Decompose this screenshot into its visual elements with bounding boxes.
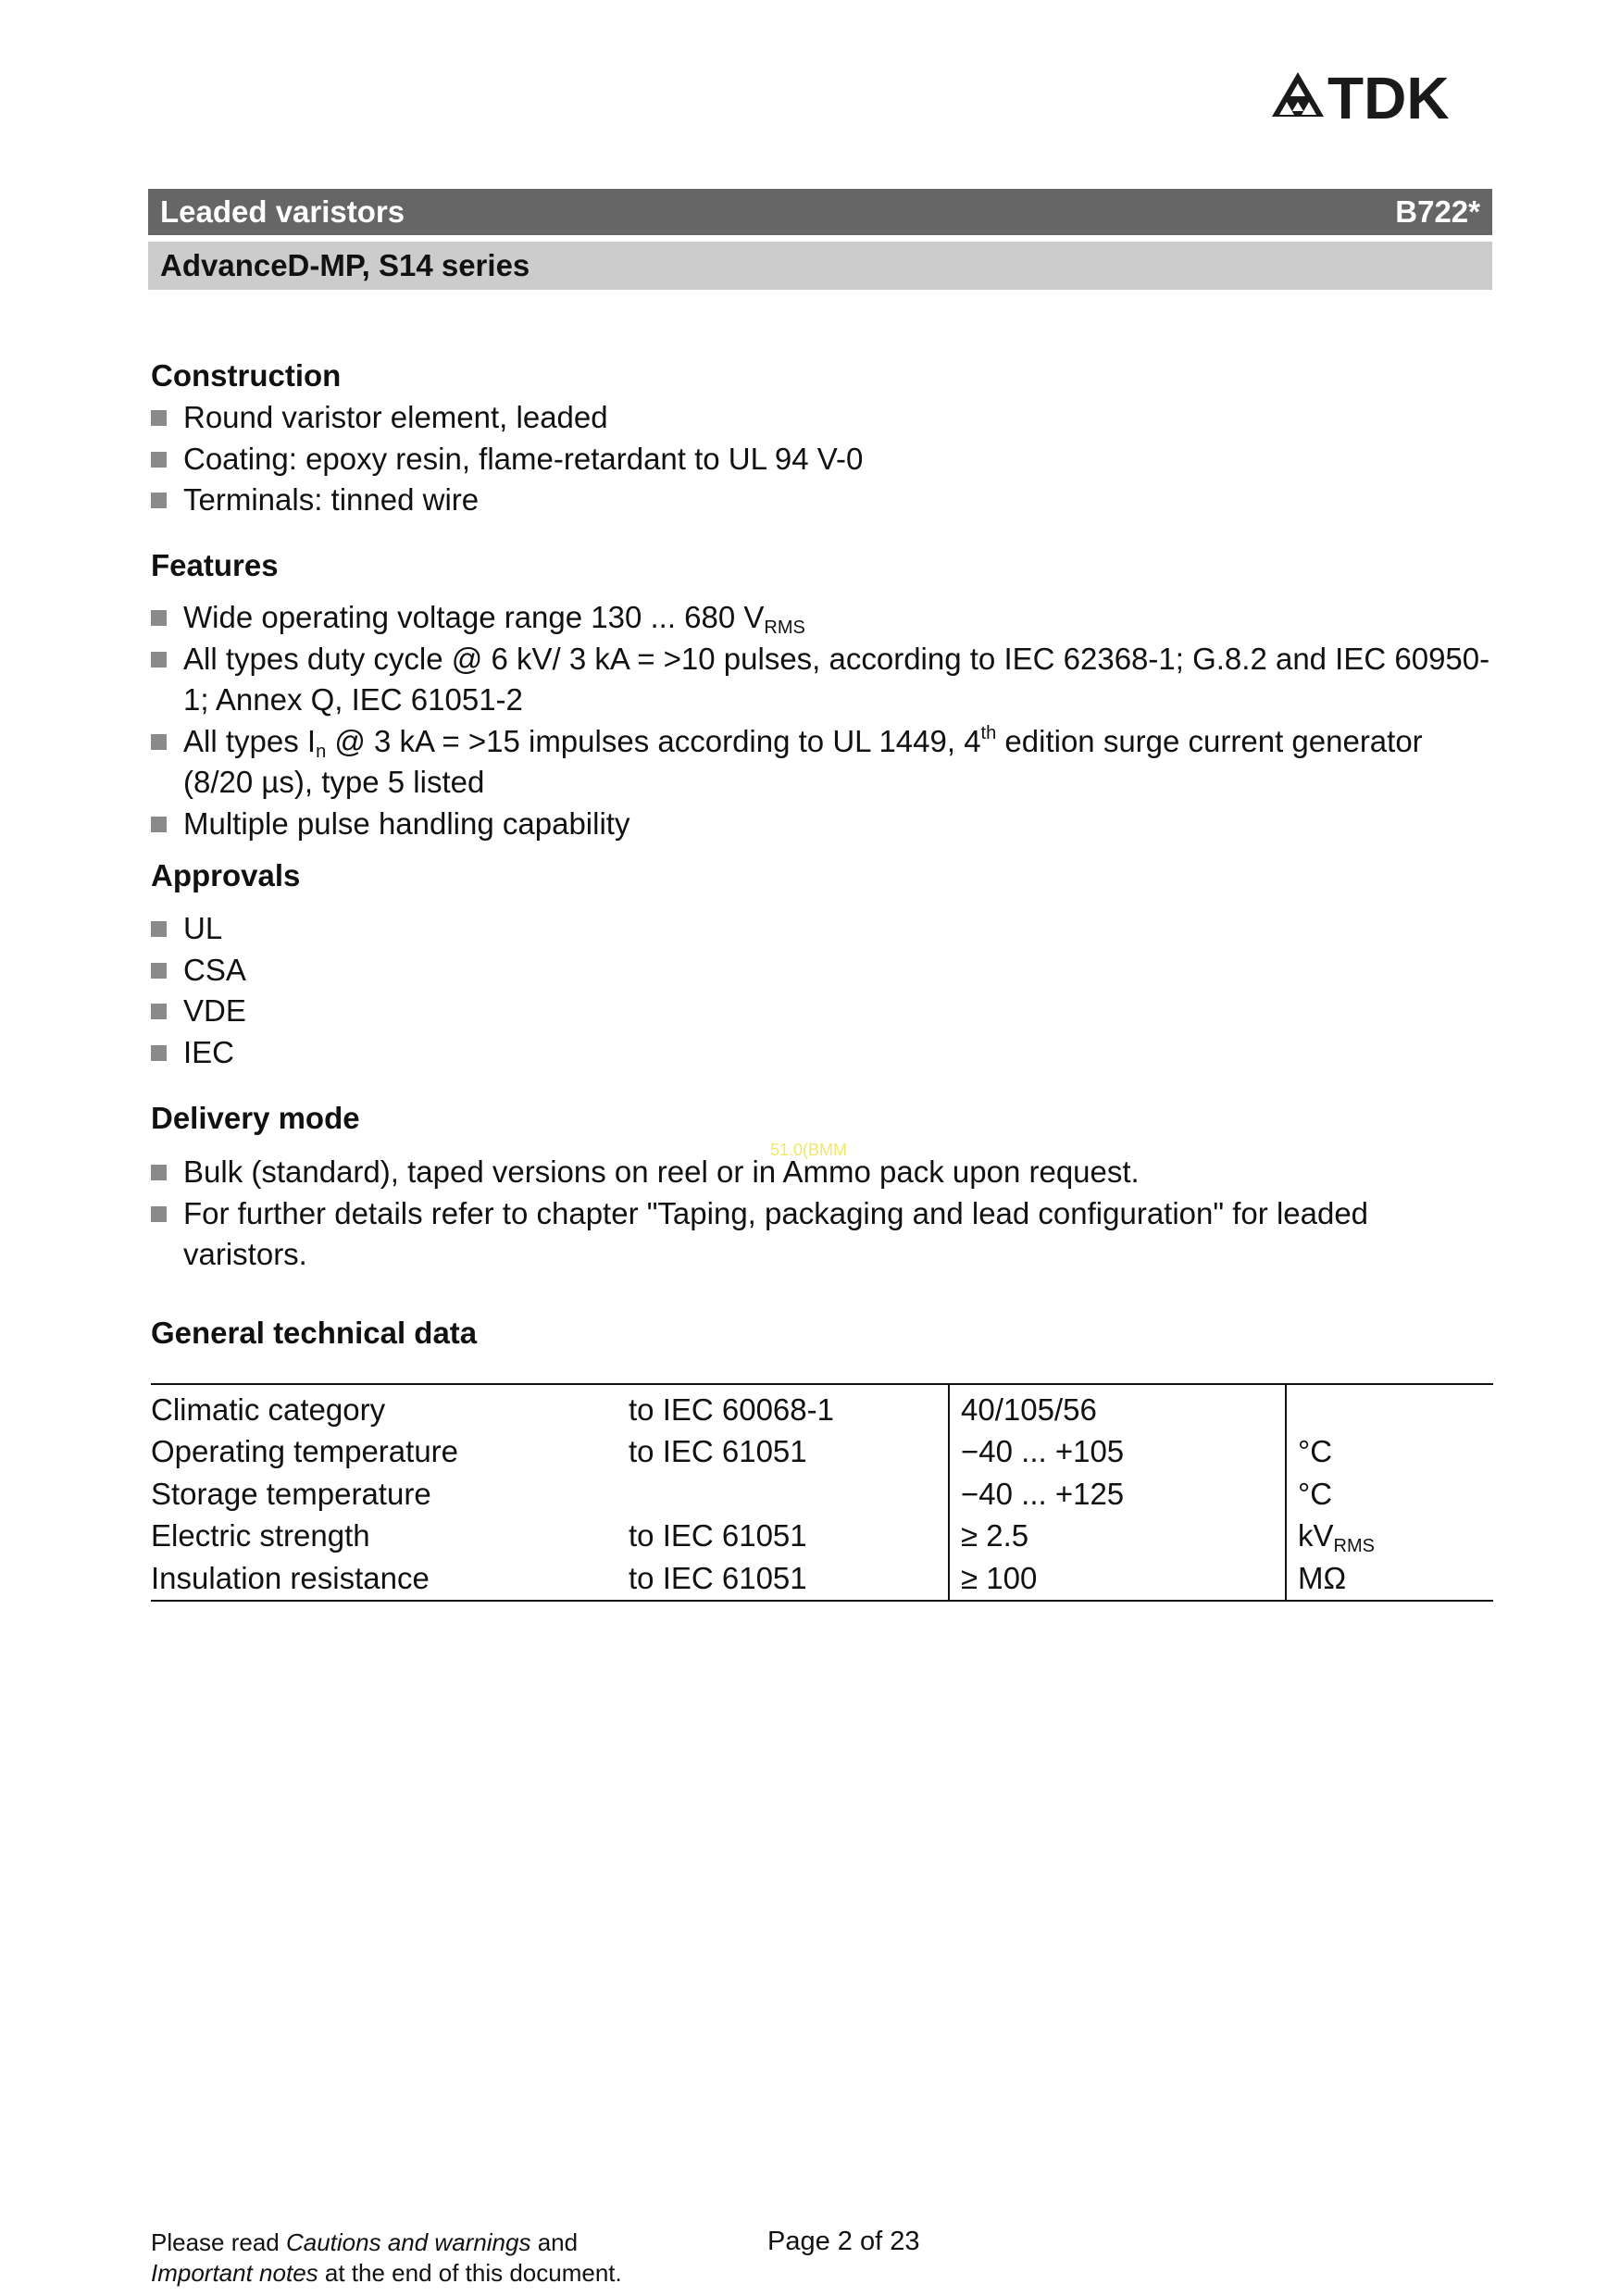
param-cell: Climatic category: [151, 1391, 386, 1427]
value-cell: ≥ 100: [949, 1557, 1286, 1601]
standard-cell: [629, 1473, 949, 1516]
watermark: 51.0(BMM: [770, 1141, 848, 1159]
series-title: AdvanceD-MP, S14 series: [160, 248, 530, 282]
features-heading: Features: [151, 548, 279, 582]
list-item: Round varistor element, leaded: [151, 397, 1493, 439]
param-cell: Storage temperature: [151, 1476, 431, 1511]
footer-line-1: Please read Cautions and warnings and: [151, 2228, 579, 2256]
table-row: [151, 1384, 1493, 1431]
bullet-square-icon: [151, 1004, 167, 1019]
category-header-bar: [148, 189, 1492, 235]
bullet-square-icon: [151, 1165, 167, 1180]
bullet-square-icon: [151, 452, 167, 468]
bullet-square-icon: [151, 610, 167, 626]
bullet-square-icon: [151, 921, 167, 937]
value-cell: ≥ 2.5: [949, 1516, 1286, 1558]
unit-cell: °C: [1286, 1473, 1493, 1516]
bullet-square-icon: [151, 1206, 167, 1222]
standard-cell: to IEC 61051: [629, 1560, 807, 1595]
technical-data-table: [151, 1383, 1493, 1602]
table-row: [151, 1557, 1493, 1601]
list-item: VDE: [151, 991, 1493, 1032]
unit-cell: MΩ: [1286, 1557, 1493, 1601]
features-list: [151, 597, 1493, 844]
table-row: [151, 1473, 1493, 1516]
bullet-square-icon: [151, 734, 167, 750]
bullet-square-icon: [151, 963, 167, 979]
construction-list: [151, 397, 1493, 521]
unit-cell: °C: [1286, 1431, 1493, 1474]
value-cell: −40 ... +105: [949, 1431, 1286, 1474]
unit-cell: [1286, 1384, 1493, 1431]
standard-cell: to IEC 61051: [629, 1434, 807, 1469]
bullet-square-icon: [151, 1045, 167, 1061]
tdk-triangle-logo-icon: [1270, 69, 1492, 124]
list-item: Terminals: tinned wire: [151, 480, 1493, 521]
footer-line-2: Important notes at the end of this document.: [151, 2259, 622, 2287]
delivery-list: [151, 1152, 1493, 1276]
series-header-bar: [148, 242, 1492, 290]
list-item: UL: [151, 908, 1493, 950]
value-cell: −40 ... +125: [949, 1473, 1286, 1516]
list-item: Bulk (standard), taped versions on reel or in Ammo pack upon request.: [151, 1152, 1493, 1193]
list-item: CSA: [151, 950, 1493, 992]
approvals-list: [151, 908, 1493, 1073]
bullet-square-icon: [151, 817, 167, 832]
list-item: Multiple pulse handling capability: [151, 804, 1493, 845]
param-cell: Insulation resistance: [151, 1560, 430, 1595]
list-item: Wide operating voltage range 130 ... 680 $V_{RMS}$: [151, 597, 1493, 639]
delivery-heading: Delivery mode: [151, 1101, 360, 1135]
table-row: [151, 1431, 1493, 1474]
table-row: [151, 1516, 1493, 1558]
page-number: Page 2 of 23: [767, 2227, 920, 2256]
standard-cell: to IEC 61051: [629, 1518, 807, 1554]
tdk-logo: [1270, 69, 1492, 124]
list-item: Coating: epoxy resin, flame-retardant to UL 94 V-0: [151, 439, 1493, 480]
unit-cell: $kV_{RMS}$: [1286, 1516, 1493, 1558]
list-item: All types $I_n$ @ 3 kA = >15 impulses according to UL 1449, 4th edition surge current generator (8/20 µs), type 5 listed: [151, 721, 1493, 804]
bullet-square-icon: [151, 652, 167, 668]
footer-notice: [151, 2227, 622, 2289]
tdk-logo-text: TDK: [1327, 69, 1450, 124]
construction-heading: Construction: [151, 358, 342, 393]
list-item: IEC: [151, 1032, 1493, 1074]
bullet-square-icon: [151, 410, 167, 426]
param-cell: Electric strength: [151, 1518, 370, 1554]
param-cell: Operating temperature: [151, 1434, 459, 1469]
list-item: For further details refer to chapter "Taping, packaging and lead configuration" for leaded varistors.: [151, 1193, 1493, 1276]
general-technical-data-heading: General technical data: [151, 1316, 478, 1350]
category-title: Leaded varistors: [160, 194, 405, 229]
list-item: All types duty cycle @ 6 kV/ 3 kA = >10 pulses, according to IEC 62368-1; G.8.2 and IEC 60950-1; Annex Q, IEC 61051-2: [151, 639, 1493, 721]
standard-cell: to IEC 60068-1: [629, 1391, 834, 1427]
bullet-square-icon: [151, 493, 167, 508]
approvals-heading: Approvals: [151, 858, 301, 892]
part-number: B722*: [1395, 194, 1480, 229]
value-cell: 40/105/56: [949, 1384, 1286, 1431]
